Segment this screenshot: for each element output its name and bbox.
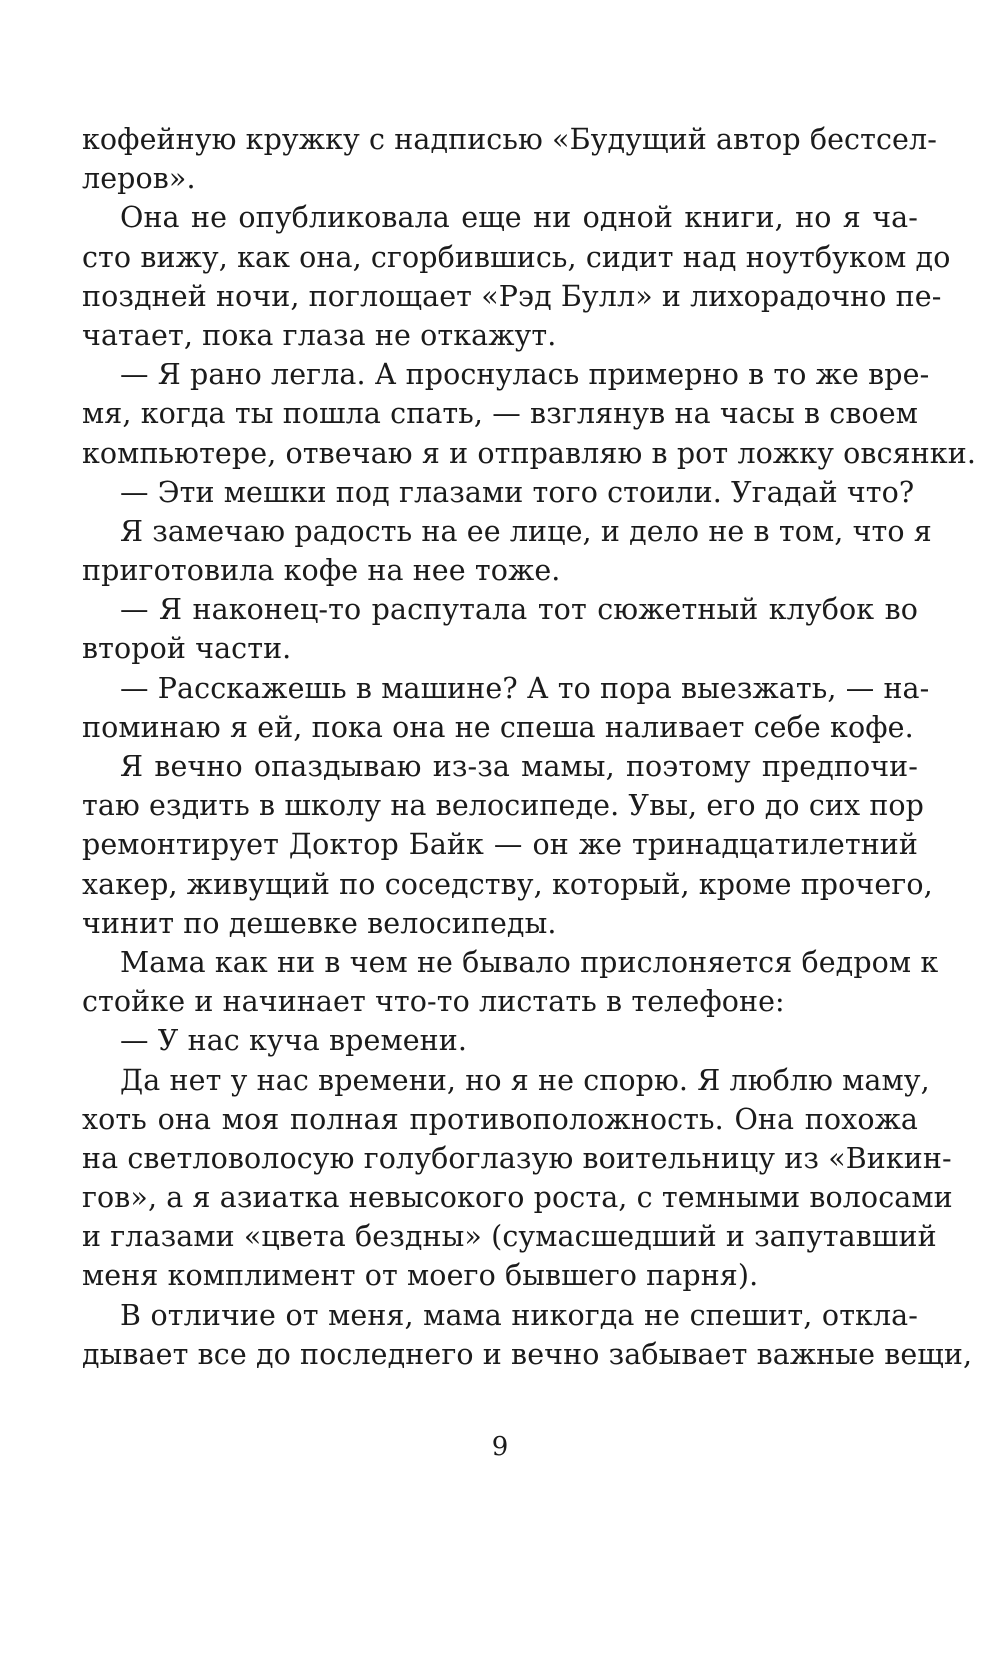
text-line: поминаю я ей, пока она не спеша наливает себе кофе. (82, 710, 914, 744)
text-line: Я вечно опаздываю из-за мамы, поэтому предпочи- (120, 750, 918, 783)
text-line: мя, когда ты пошла спать, — взглянув на часы в своем (82, 397, 918, 431)
text-line: поздней ночи, поглощает «Рэд Булл» и лихорадочно пе- (82, 279, 942, 313)
text-line: сто вижу, как она, сгорбившись, сидит над ноутбуком до (82, 240, 951, 274)
text-line: Да нет у нас времени, но я не спорю. Я люблю маму, (120, 1063, 930, 1097)
text-line: — Расскажешь в машине? А то пора выезжать, — на- (120, 671, 930, 705)
text-line: — Эти мешки под глазами того стоили. Угадай что? (120, 475, 915, 509)
text-line: — Я наконец-то распутала тот сюжетный клубок во (120, 593, 918, 627)
text-line: стойке и начинает что-то листать в телефоне: (82, 985, 785, 1019)
text-line: В отличие от меня, мама никогда не спешит, откла- (120, 1298, 918, 1332)
text-line: Она не опубликовала еще ни одной книги, но я ча- (120, 201, 918, 235)
text-line: леров». (82, 162, 196, 196)
page-body-text (82, 120, 976, 1374)
text-line: второй части. (82, 632, 292, 666)
text-line: таю ездить в школу на велосипеде. Увы, его до сих пор (82, 789, 925, 823)
text-line: и глазами «цвета бездны» (сумасшедший и запутавший (82, 1220, 937, 1254)
text-line: ремонтирует Доктор Байк — он же тринадцатилетний (82, 828, 918, 862)
text-line: Мама как ни в чем не бывало прислоняется бедром к (120, 945, 939, 979)
text-line: чинит по дешевке велосипеды. (82, 906, 557, 940)
text-line: дывает все до последнего и вечно забывает важные вещи, (82, 1337, 973, 1371)
page-number: 9 (491, 1432, 509, 1462)
text-line: — У нас куча времени. (120, 1024, 468, 1058)
text-line: компьютере, отвечаю я и отправляю в рот ложку овсянки. (82, 436, 976, 470)
text-line: гов», а я азиатка невысокого роста, с темными волосами (82, 1181, 953, 1215)
text-line: кофейную кружку с надписью «Будущий автор бестсел- (82, 123, 937, 156)
text-line: хакер, живущий по соседству, который, кроме прочего, (82, 867, 933, 901)
text-line: приготовила кофе на нее тоже. (82, 554, 561, 588)
text-line: меня комплимент от моего бывшего парня). (82, 1259, 759, 1293)
text-line: — Я рано легла. А проснулась примерно в то же вре- (120, 358, 930, 392)
text-line: чатает, пока глаза не откажут. (82, 318, 557, 352)
text-line: на светловолосую голубоглазую воительницу из «Викин- (82, 1141, 952, 1175)
text-line: хоть она моя полная противоположность. Она похожа (82, 1102, 918, 1136)
text-line: Я замечаю радость на ее лице, и дело не в том, что я (120, 514, 932, 548)
